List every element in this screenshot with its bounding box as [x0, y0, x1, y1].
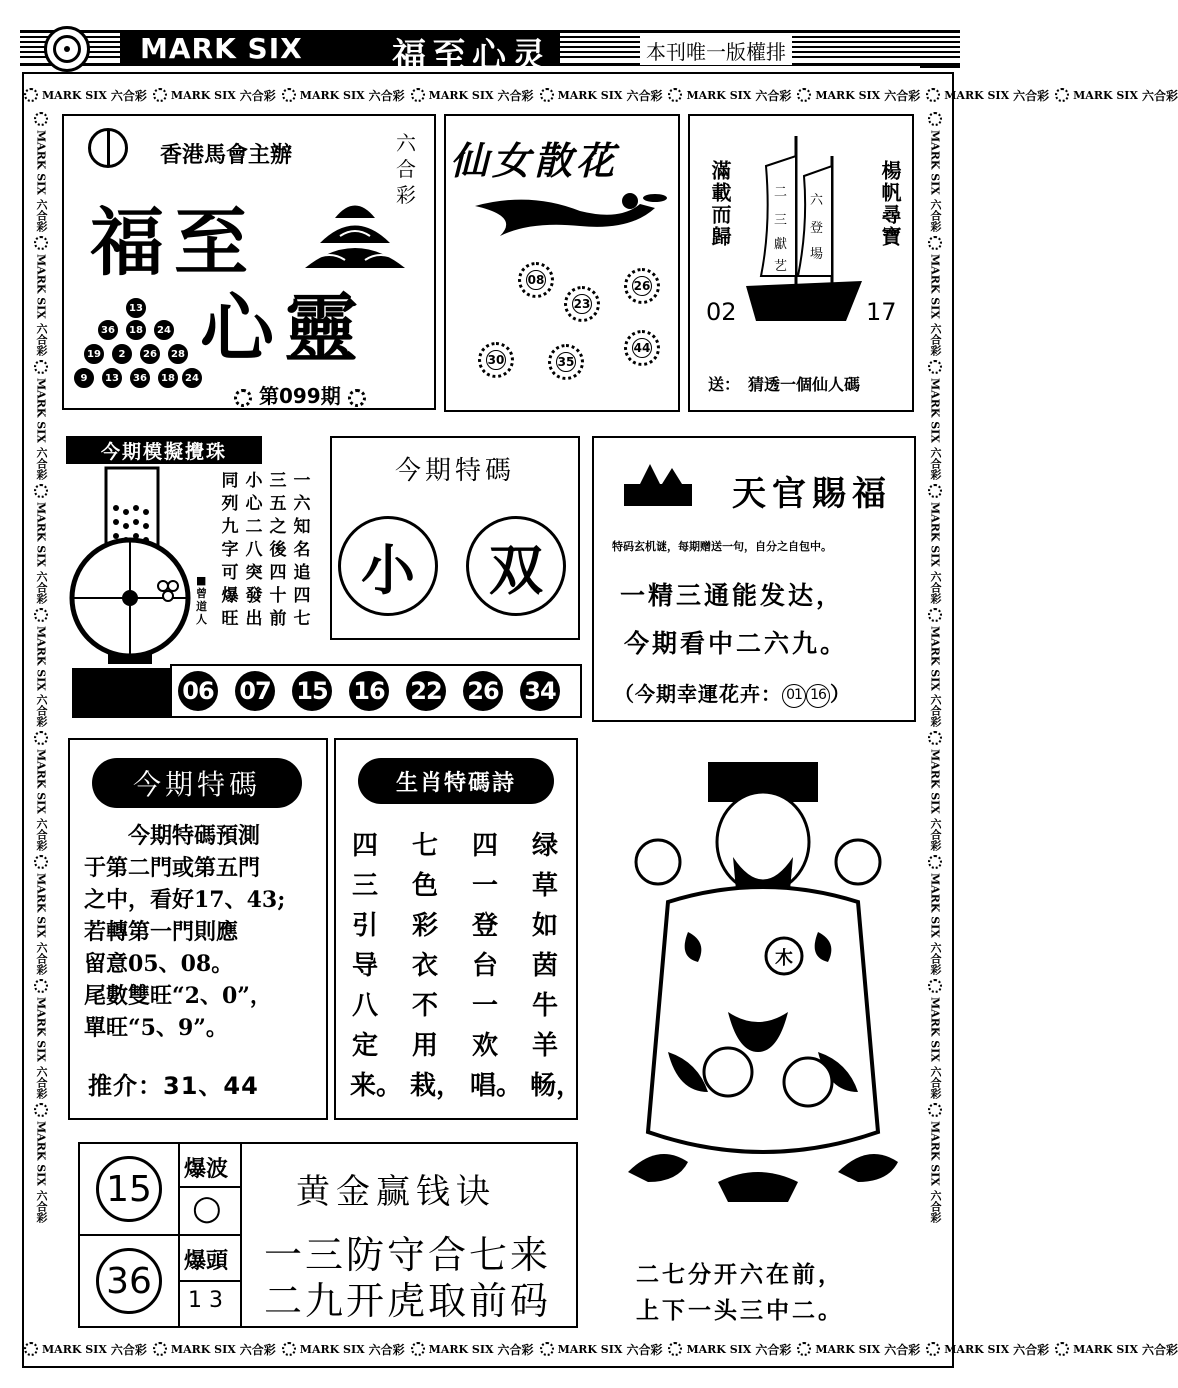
prediction-line: 若轉第一門則應 — [84, 919, 239, 945]
border-tile — [927, 979, 943, 1099]
emblem-icon — [88, 128, 128, 168]
issue-number: 第099期 — [258, 384, 341, 408]
ship-number-right: 17 — [866, 298, 897, 326]
big-title-line1: 福至 — [90, 200, 258, 286]
flower-icon — [928, 731, 942, 745]
border-tile — [153, 87, 276, 104]
prediction-line: 之中，看好17、43; — [84, 887, 286, 913]
prediction-line: 于第二門或第五門 — [84, 855, 261, 881]
lottery-ball: 26 — [138, 342, 162, 366]
border-cn: 六合彩 — [929, 942, 942, 976]
flower-icon — [668, 88, 682, 102]
border-cn: 六合彩 — [626, 88, 663, 103]
flower-icon — [540, 88, 554, 102]
number-ball: 22 — [406, 671, 446, 711]
svg-text:場: 場 — [810, 247, 824, 262]
fairy-title: 仙女散花 — [450, 138, 619, 183]
border-tile — [33, 979, 49, 1099]
ship-icon — [746, 136, 862, 326]
lottery-ball: 28 — [166, 342, 190, 366]
border-tile — [33, 484, 49, 604]
lottery-ball: 24 — [152, 318, 176, 342]
border-brand: MARK SIX — [557, 88, 623, 102]
border-brand: MARK SIX — [928, 873, 942, 939]
lottery-ball: 36 — [128, 366, 152, 390]
border-brand: MARK SIX — [1073, 1342, 1138, 1356]
lucky-flower-1: 01 — [782, 684, 806, 708]
flower-icon — [926, 1342, 940, 1356]
boom-head-label: 爆頭 — [184, 1249, 229, 1274]
border-brand: MARK SIX — [928, 749, 942, 815]
border-brand: MARK SIX — [34, 1121, 48, 1186]
flower-icon — [34, 236, 48, 250]
border-brand: MARK SIX — [1073, 88, 1138, 102]
flower-icon — [153, 88, 167, 102]
draw-sim-author-text: 曾道人 — [196, 587, 207, 626]
border-tile — [24, 87, 147, 104]
border-cn: 六合彩 — [1013, 88, 1050, 103]
blessing-line1: 一精三通能发达， — [620, 581, 845, 610]
border-right — [918, 112, 952, 1330]
lotto-label: 六合彩 — [396, 131, 416, 207]
flower-icon — [540, 1342, 554, 1356]
border-cn: 六合彩 — [35, 446, 48, 480]
god-line2: 上下一头三中二。 — [636, 1298, 844, 1324]
lucky-flower-line — [614, 678, 851, 708]
border-cn: 六合彩 — [110, 88, 147, 103]
border-tile — [797, 87, 920, 104]
left-vertical-text: 滿載而歸 — [708, 160, 732, 248]
border-tile — [411, 1341, 534, 1358]
border-cn: 六合彩 — [929, 322, 942, 356]
fairy-number-text: 30 — [487, 353, 505, 367]
border-brand: MARK SIX — [428, 88, 494, 102]
fairy-icon — [470, 186, 670, 246]
border-tile — [153, 1341, 276, 1358]
border-cn: 六合彩 — [929, 198, 942, 232]
border-tile — [24, 1341, 147, 1358]
number-ball: 06 — [178, 671, 218, 711]
border-top — [24, 78, 1178, 112]
border-brand: MARK SIX — [928, 130, 942, 195]
border-tile — [1055, 1341, 1178, 1358]
blessing-note: 特码玄机谜，每期赠送一句，自分之自包中。 — [612, 540, 832, 553]
flower-icon — [928, 236, 942, 250]
size-circle: 小 — [338, 516, 438, 616]
ship-number-left: 02 — [706, 298, 737, 326]
lottery-ball: 18 — [156, 366, 180, 390]
border-tile — [33, 236, 49, 356]
border-brand: MARK SIX — [42, 1342, 107, 1356]
border-cn: 六合彩 — [35, 1189, 48, 1223]
gold-ingot-icon — [300, 188, 410, 278]
border-brand: MARK SIX — [34, 253, 48, 319]
header-brand: MARK SIX — [140, 32, 303, 65]
gold-title: 黄金赢钱诀 — [296, 1172, 496, 1212]
zodiac-poem-pill: 生肖特碼詩 — [358, 758, 554, 804]
big-title-line2: 心靈 — [200, 286, 368, 372]
border-tile — [540, 1341, 663, 1358]
svg-text:登: 登 — [810, 221, 824, 236]
number-ball: 16 — [349, 671, 389, 711]
border-brand: MARK SIX — [299, 1342, 365, 1356]
border-brand: MARK SIX — [34, 130, 48, 195]
border-cn: 六合彩 — [35, 818, 48, 852]
border-tile — [927, 731, 943, 851]
border-tile — [33, 855, 49, 975]
border-brand: MARK SIX — [428, 1342, 494, 1356]
border-brand: MARK SIX — [686, 88, 752, 102]
draw-sim-column: 同列九字可爆旺 — [221, 471, 239, 629]
border-brand: MARK SIX — [557, 1342, 623, 1356]
header-note: 本刊唯一版權排 — [640, 36, 792, 65]
ship-send-text: 送： 猜透一個仙人碼 — [708, 375, 861, 394]
draw-sim-column: 三五之後四十前 — [269, 471, 287, 629]
boom-head-number: 36 — [96, 1248, 162, 1314]
blessing-line2: 今期看中二六九。 — [624, 629, 849, 658]
border-tile — [668, 87, 791, 104]
draw-sim-column: 小心二八突發出 — [245, 471, 263, 629]
god-line1: 二七分开六在前， — [636, 1262, 844, 1288]
border-brand: MARK SIX — [928, 253, 942, 319]
ball-pile — [72, 296, 202, 406]
flower-icon — [24, 88, 38, 102]
number-ball: 26 — [463, 671, 503, 711]
issue-label — [234, 380, 366, 409]
border-brand: MARK SIX — [815, 88, 881, 102]
flower-icon — [34, 484, 48, 498]
header-line — [920, 66, 960, 68]
fairy-number-text: 35 — [557, 355, 575, 369]
header-title: 福至心灵 — [392, 36, 552, 76]
border-brand: MARK SIX — [34, 625, 48, 691]
fairy-number-text: 26 — [633, 279, 651, 293]
border-tile — [282, 1341, 405, 1358]
svg-text:六: 六 — [810, 193, 824, 208]
border-tile — [282, 87, 405, 104]
border-brand: MARK SIX — [928, 501, 942, 567]
flower-icon — [668, 1342, 682, 1356]
border-cn: 六合彩 — [368, 88, 405, 103]
flower-icon — [1055, 1342, 1069, 1356]
border-cn: 六合彩 — [929, 570, 942, 604]
border-brand: MARK SIX — [686, 1342, 752, 1356]
border-cn: 六合彩 — [929, 694, 942, 728]
prediction-line: 尾數雙旺“2、0”， — [84, 983, 272, 1009]
border-cn: 六合彩 — [35, 694, 48, 728]
border-tile — [926, 1341, 1049, 1358]
border-cn: 六合彩 — [110, 1342, 147, 1357]
svg-text:三: 三 — [774, 213, 788, 228]
flower-icon — [928, 1103, 942, 1117]
draw-sim-title: 今期模擬攪珠 — [66, 436, 262, 464]
border-cn: 六合彩 — [1013, 1342, 1050, 1357]
lucky-flower-suffix: ） — [830, 682, 851, 706]
flower-icon — [928, 112, 942, 126]
flower-icon — [411, 88, 425, 102]
prediction-text — [84, 820, 324, 1044]
flower-icon — [34, 608, 48, 622]
border-brand: MARK SIX — [928, 377, 942, 443]
border-brand: MARK SIX — [34, 873, 48, 939]
border-cn: 六合彩 — [1142, 88, 1178, 103]
fairy-number — [624, 268, 660, 304]
gold-line1: 一三防守合七来 — [264, 1233, 552, 1277]
border-tile — [927, 112, 943, 232]
boom-wave-label: 爆波 — [184, 1157, 229, 1182]
lucky-flower-prefix: （今期幸運花卉： — [614, 682, 782, 706]
border-cn: 六合彩 — [626, 1342, 663, 1357]
border-tile — [33, 360, 49, 480]
border-brand: MARK SIX — [944, 88, 1010, 102]
flower-icon — [282, 88, 296, 102]
boom-wave-mark: ○ — [192, 1188, 222, 1228]
lottery-ball: 36 — [96, 318, 120, 342]
border-cn: 六合彩 — [35, 570, 48, 604]
flower-icon — [797, 88, 811, 102]
prediction-line: 留意05、08。 — [84, 951, 234, 977]
lottery-ball: 2 — [110, 342, 134, 366]
zodiac-poem-column: 四一登台一欢唱。 — [470, 831, 523, 1101]
flower-icon — [34, 855, 48, 869]
draw-sim-author: ■ 曾道人 — [196, 574, 207, 626]
jockey-club-logo-icon — [44, 26, 90, 72]
border-brand: MARK SIX — [299, 88, 365, 102]
fairy-number-text: 44 — [633, 341, 651, 355]
border-brand: MARK SIX — [928, 1121, 942, 1186]
draw-sim-text — [220, 470, 312, 636]
border-brand: MARK SIX — [34, 377, 48, 443]
flower-icon — [34, 360, 48, 374]
border-tile — [926, 87, 1049, 104]
border-tile — [668, 1341, 791, 1358]
border-tile — [927, 855, 943, 975]
border-brand: MARK SIX — [944, 1342, 1010, 1356]
boom-wave-number: 15 — [96, 1156, 162, 1222]
border-cn: 六合彩 — [497, 1342, 534, 1357]
svg-text:獻: 獻 — [774, 237, 788, 252]
fairy-number — [548, 344, 584, 380]
border-tile — [33, 1103, 49, 1223]
zodiac-poem-column: 绿草如茵牛羊畅， — [530, 831, 583, 1101]
fairy-number — [478, 342, 514, 378]
border-cn: 六合彩 — [368, 1342, 405, 1357]
draw-sim-column: 一六知名追四七 — [293, 471, 311, 629]
border-tile — [540, 87, 663, 104]
flower-icon — [34, 979, 48, 993]
flower-icon — [153, 1342, 167, 1356]
border-cn: 六合彩 — [929, 446, 942, 480]
border-cn: 六合彩 — [929, 1189, 942, 1223]
svg-text:二: 二 — [774, 185, 788, 200]
border-brand: MARK SIX — [815, 1342, 881, 1356]
number-ball: 15 — [292, 671, 332, 711]
fairy-number — [518, 262, 554, 298]
parity-circle: 双 — [466, 516, 566, 616]
border-cn: 六合彩 — [884, 1342, 921, 1357]
border-cn: 六合彩 — [755, 1342, 792, 1357]
border-cn: 六合彩 — [1142, 1342, 1178, 1357]
border-left — [24, 112, 58, 1330]
border-brand: MARK SIX — [34, 749, 48, 815]
blessing-title: 天官賜福 — [732, 474, 892, 514]
official-icon — [620, 458, 696, 508]
number-ball: 07 — [235, 671, 275, 711]
flower-icon — [928, 979, 942, 993]
flower-icon — [34, 731, 48, 745]
border-brand: MARK SIX — [34, 997, 48, 1062]
border-brand: MARK SIX — [34, 501, 48, 567]
boom-head-digits: 1 3 — [188, 1288, 223, 1313]
border-tile — [33, 112, 49, 232]
border-tile — [927, 360, 943, 480]
prediction-line: 單旺“5、9”。 — [84, 1015, 228, 1041]
host-label: 香港馬會主辦 — [160, 142, 293, 168]
lucky-flower-2: 16 — [806, 684, 830, 708]
border-cn: 六合彩 — [35, 1066, 48, 1099]
flower-icon — [928, 855, 942, 869]
fortune-god-icon — [608, 752, 914, 1210]
prediction-pill: 今期特碼 — [92, 758, 302, 808]
border-tile — [927, 236, 943, 356]
border-cn: 六合彩 — [929, 1066, 942, 1099]
prediction-line: 今期特碼預測 — [128, 823, 261, 849]
svg-text:木: 木 — [775, 948, 793, 969]
border-brand: MARK SIX — [42, 88, 107, 102]
border-cn: 六合彩 — [239, 1342, 276, 1357]
right-vertical-text: 楊帆尋寶 — [878, 160, 902, 248]
special-code-title: 今期特碼 — [394, 456, 515, 486]
fairy-number-text: 08 — [527, 273, 545, 287]
border-tile — [33, 731, 49, 851]
border-tile — [797, 1341, 920, 1358]
border-tile — [927, 1103, 943, 1223]
zodiac-poem-column: 七色彩衣不用栽， — [410, 831, 463, 1101]
lottery-ball: 18 — [124, 318, 148, 342]
lottery-ball: 13 — [124, 296, 148, 320]
flower-icon — [24, 1342, 38, 1356]
border-tile — [33, 608, 49, 728]
flower-icon — [282, 1342, 296, 1356]
border-cn: 六合彩 — [884, 88, 921, 103]
flower-icon — [928, 360, 942, 374]
flower-icon — [928, 608, 942, 622]
fairy-number — [624, 330, 660, 366]
flower-icon — [797, 1342, 811, 1356]
border-tile — [1055, 87, 1178, 104]
svg-text:艺: 艺 — [774, 259, 788, 274]
border-cn: 六合彩 — [35, 198, 48, 232]
flower-icon — [926, 88, 940, 102]
border-bottom — [24, 1332, 1178, 1366]
number-ball: 34 — [520, 671, 560, 711]
border-cn: 六合彩 — [35, 322, 48, 356]
flower-icon — [928, 484, 942, 498]
lottery-ball: 19 — [82, 342, 106, 366]
border-cn: 六合彩 — [755, 88, 792, 103]
lottery-ball: 24 — [180, 366, 204, 390]
border-tile — [411, 87, 534, 104]
border-brand: MARK SIX — [928, 625, 942, 691]
border-brand: MARK SIX — [170, 1342, 236, 1356]
fairy-number-text: 23 — [573, 297, 591, 311]
border-cn: 六合彩 — [35, 942, 48, 976]
border-brand: MARK SIX — [928, 997, 942, 1062]
border-tile — [927, 484, 943, 604]
flower-icon — [34, 112, 48, 126]
border-brand: MARK SIX — [170, 88, 236, 102]
gold-line2: 二九开虎取前码 — [264, 1279, 552, 1323]
zodiac-poem-column: 四三引导八定来。 — [350, 831, 403, 1101]
lottery-ball: 9 — [72, 366, 96, 390]
flower-icon — [34, 1103, 48, 1117]
lottery-ball: 13 — [100, 366, 124, 390]
flower-icon — [234, 389, 252, 407]
zodiac-poem — [350, 826, 583, 1106]
border-cn: 六合彩 — [239, 88, 276, 103]
border-cn: 六合彩 — [497, 88, 534, 103]
border-cn: 六合彩 — [929, 818, 942, 852]
flower-icon — [411, 1342, 425, 1356]
fairy-number — [564, 286, 600, 322]
flower-icon — [348, 389, 366, 407]
border-tile — [927, 608, 943, 728]
recommendation: 推介：31、44 — [88, 1072, 259, 1100]
flower-icon — [1055, 88, 1069, 102]
